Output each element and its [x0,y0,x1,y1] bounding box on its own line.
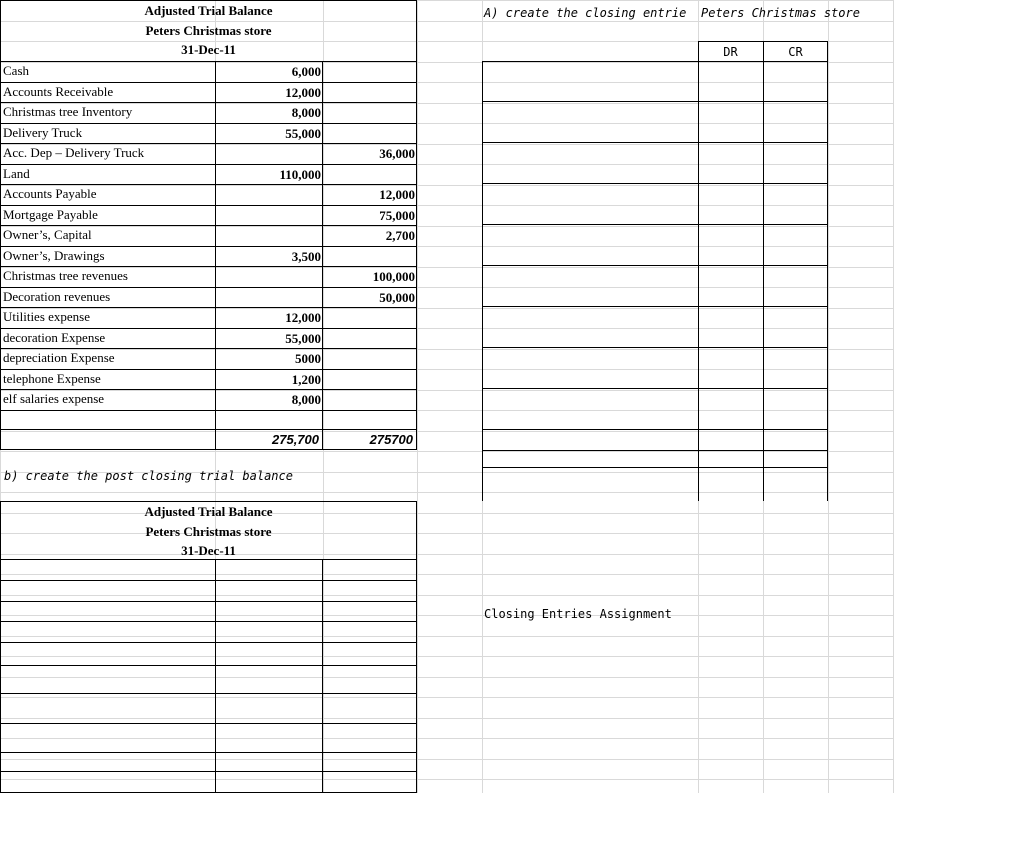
grid-hline [0,390,893,391]
tb-total-credit[interactable]: 275700 [369,432,413,447]
tb-account[interactable]: Delivery Truck [3,124,83,140]
border-line [0,429,417,430]
tb-debit[interactable]: 3,500 [291,248,321,264]
border-line [0,225,417,226]
border-line [0,693,417,694]
border-line [0,266,417,267]
border-line [0,501,417,502]
grid-hline [0,738,893,739]
tb-debit[interactable]: 8,000 [291,105,321,120]
border-line [215,559,216,792]
pc-title: Adjusted Trial Balance [144,504,273,519]
grid-hline [0,779,893,780]
tb-account[interactable]: Christmas tree Inventory [3,104,133,119]
border-line [0,410,417,411]
tb-debit[interactable]: 5000 [295,351,321,366]
tb-debit[interactable]: 55,000 [285,330,321,346]
grid-hline [0,62,893,63]
border-line [482,101,828,102]
border-line [0,246,417,247]
tb-account[interactable]: Utilities expense [3,309,91,324]
border-line [482,450,828,451]
border-line [322,559,323,792]
border-line [0,621,417,622]
tb-account[interactable]: Acc. Dep – Delivery Truck [3,145,145,160]
border-line [0,580,417,581]
grid-hline [0,492,893,493]
border-line [0,771,417,772]
grid-vline [417,0,418,793]
border-line [482,183,828,184]
grid-hline [0,595,893,596]
border-line [0,61,417,62]
grid-hline [0,697,893,698]
border-line [0,348,417,349]
border-line [482,388,828,389]
grid-hline [0,21,893,22]
grid-hline [0,308,893,309]
border-line [0,792,417,793]
border-line [0,389,417,390]
border-line [0,501,1,793]
tb-debit[interactable]: 12,000 [285,310,321,325]
tb-credit[interactable]: 100,000 [372,269,415,284]
border-line [482,142,828,143]
border-line [482,306,828,307]
border-line [0,143,417,144]
tb-credit[interactable]: 50,000 [379,289,415,305]
border-line [0,184,417,185]
tb-date: 31-Dec-11 [181,42,236,57]
border-line [0,328,417,329]
grid-hline [0,677,893,678]
border-line [0,369,417,370]
border-line [0,559,417,560]
tb-debit[interactable]: 110,000 [279,166,321,182]
tb-credit[interactable]: 12,000 [379,187,415,202]
grid-hline [0,451,893,452]
grid-hline [0,574,893,575]
border-line [698,41,699,501]
border-line [0,123,417,124]
border-line [0,102,417,103]
border-line [482,467,828,468]
tb-debit[interactable]: 6,000 [291,64,321,79]
grid-hline [0,615,893,616]
border-line [0,642,417,643]
tb-debit[interactable]: 55,000 [285,125,321,141]
border-line [416,501,417,793]
border-line [0,82,417,83]
border-line [0,164,417,165]
post-closing-instruction: b) create the post closing trial balance [4,469,293,483]
grid-hline [0,103,893,104]
grid-hline [0,636,893,637]
closing-company: Peters Christmas store [701,6,860,20]
tb-account[interactable]: decoration Expense [3,329,106,345]
tb-account[interactable]: Accounts Payable [3,186,97,201]
tb-company: Peters Christmas store [145,23,272,38]
tb-debit[interactable]: 1,200 [291,371,321,387]
border-line [0,449,417,450]
grid-vline [828,0,829,793]
closing-footer-label: Closing Entries Assignment [484,607,672,621]
tb-debit[interactable]: 8,000 [291,392,321,407]
tb-credit[interactable]: 36,000 [379,146,415,161]
tb-account[interactable]: telephone Expense [3,370,101,386]
cr-header: CR [788,45,803,59]
pc-company: Peters Christmas store [145,524,272,539]
border-line [482,61,483,501]
grid-hline [0,759,893,760]
grid-vline [893,0,894,793]
border-line [0,752,417,753]
dr-header: DR [723,45,738,59]
grid-hline [0,267,893,268]
border-line [827,41,828,501]
border-line [0,665,417,666]
border-line [482,224,828,225]
border-line [0,601,417,602]
tb-account[interactable]: Accounts Receivable [3,83,114,99]
border-line [0,723,417,724]
tb-account[interactable]: Cash [3,63,29,78]
border-line [482,429,828,430]
tb-account[interactable]: Land [3,165,30,181]
tb-account[interactable]: Owner’s, Capital [3,227,92,242]
border-line [215,61,216,450]
tb-account[interactable]: elf salaries expense [3,391,105,406]
grid-hline [0,718,893,719]
tb-account[interactable]: Decoration revenues [3,288,111,304]
border-line [0,0,417,1]
tb-debit[interactable]: 12,000 [285,84,321,100]
border-line [763,41,764,501]
grid-hline [0,431,893,432]
closing-instruction: A) create the closing entrie [484,6,687,20]
tb-title: Adjusted Trial Balance [144,3,273,18]
border-line [482,347,828,348]
tb-credit[interactable]: 2,700 [385,228,415,243]
border-line [482,61,828,62]
grid-hline [0,656,893,657]
tb-account[interactable]: Owner’s, Drawings [3,247,105,263]
border-line [322,61,323,450]
pc-date: 31-Dec-11 [181,543,236,558]
grid-vline [323,0,324,793]
border-line [0,307,417,308]
tb-account[interactable]: Christmas tree revenues [3,268,128,283]
border-line [0,287,417,288]
border-line [482,265,828,266]
tb-credit[interactable]: 75,000 [379,207,415,223]
tb-total-debit[interactable]: 275,700 [272,432,319,447]
border-line [0,205,417,206]
tb-account[interactable]: depreciation Expense [3,350,115,365]
grid-hline [0,226,893,227]
tb-account[interactable]: Mortgage Payable [3,206,98,222]
grid-hline [0,185,893,186]
grid-hline [0,349,893,350]
